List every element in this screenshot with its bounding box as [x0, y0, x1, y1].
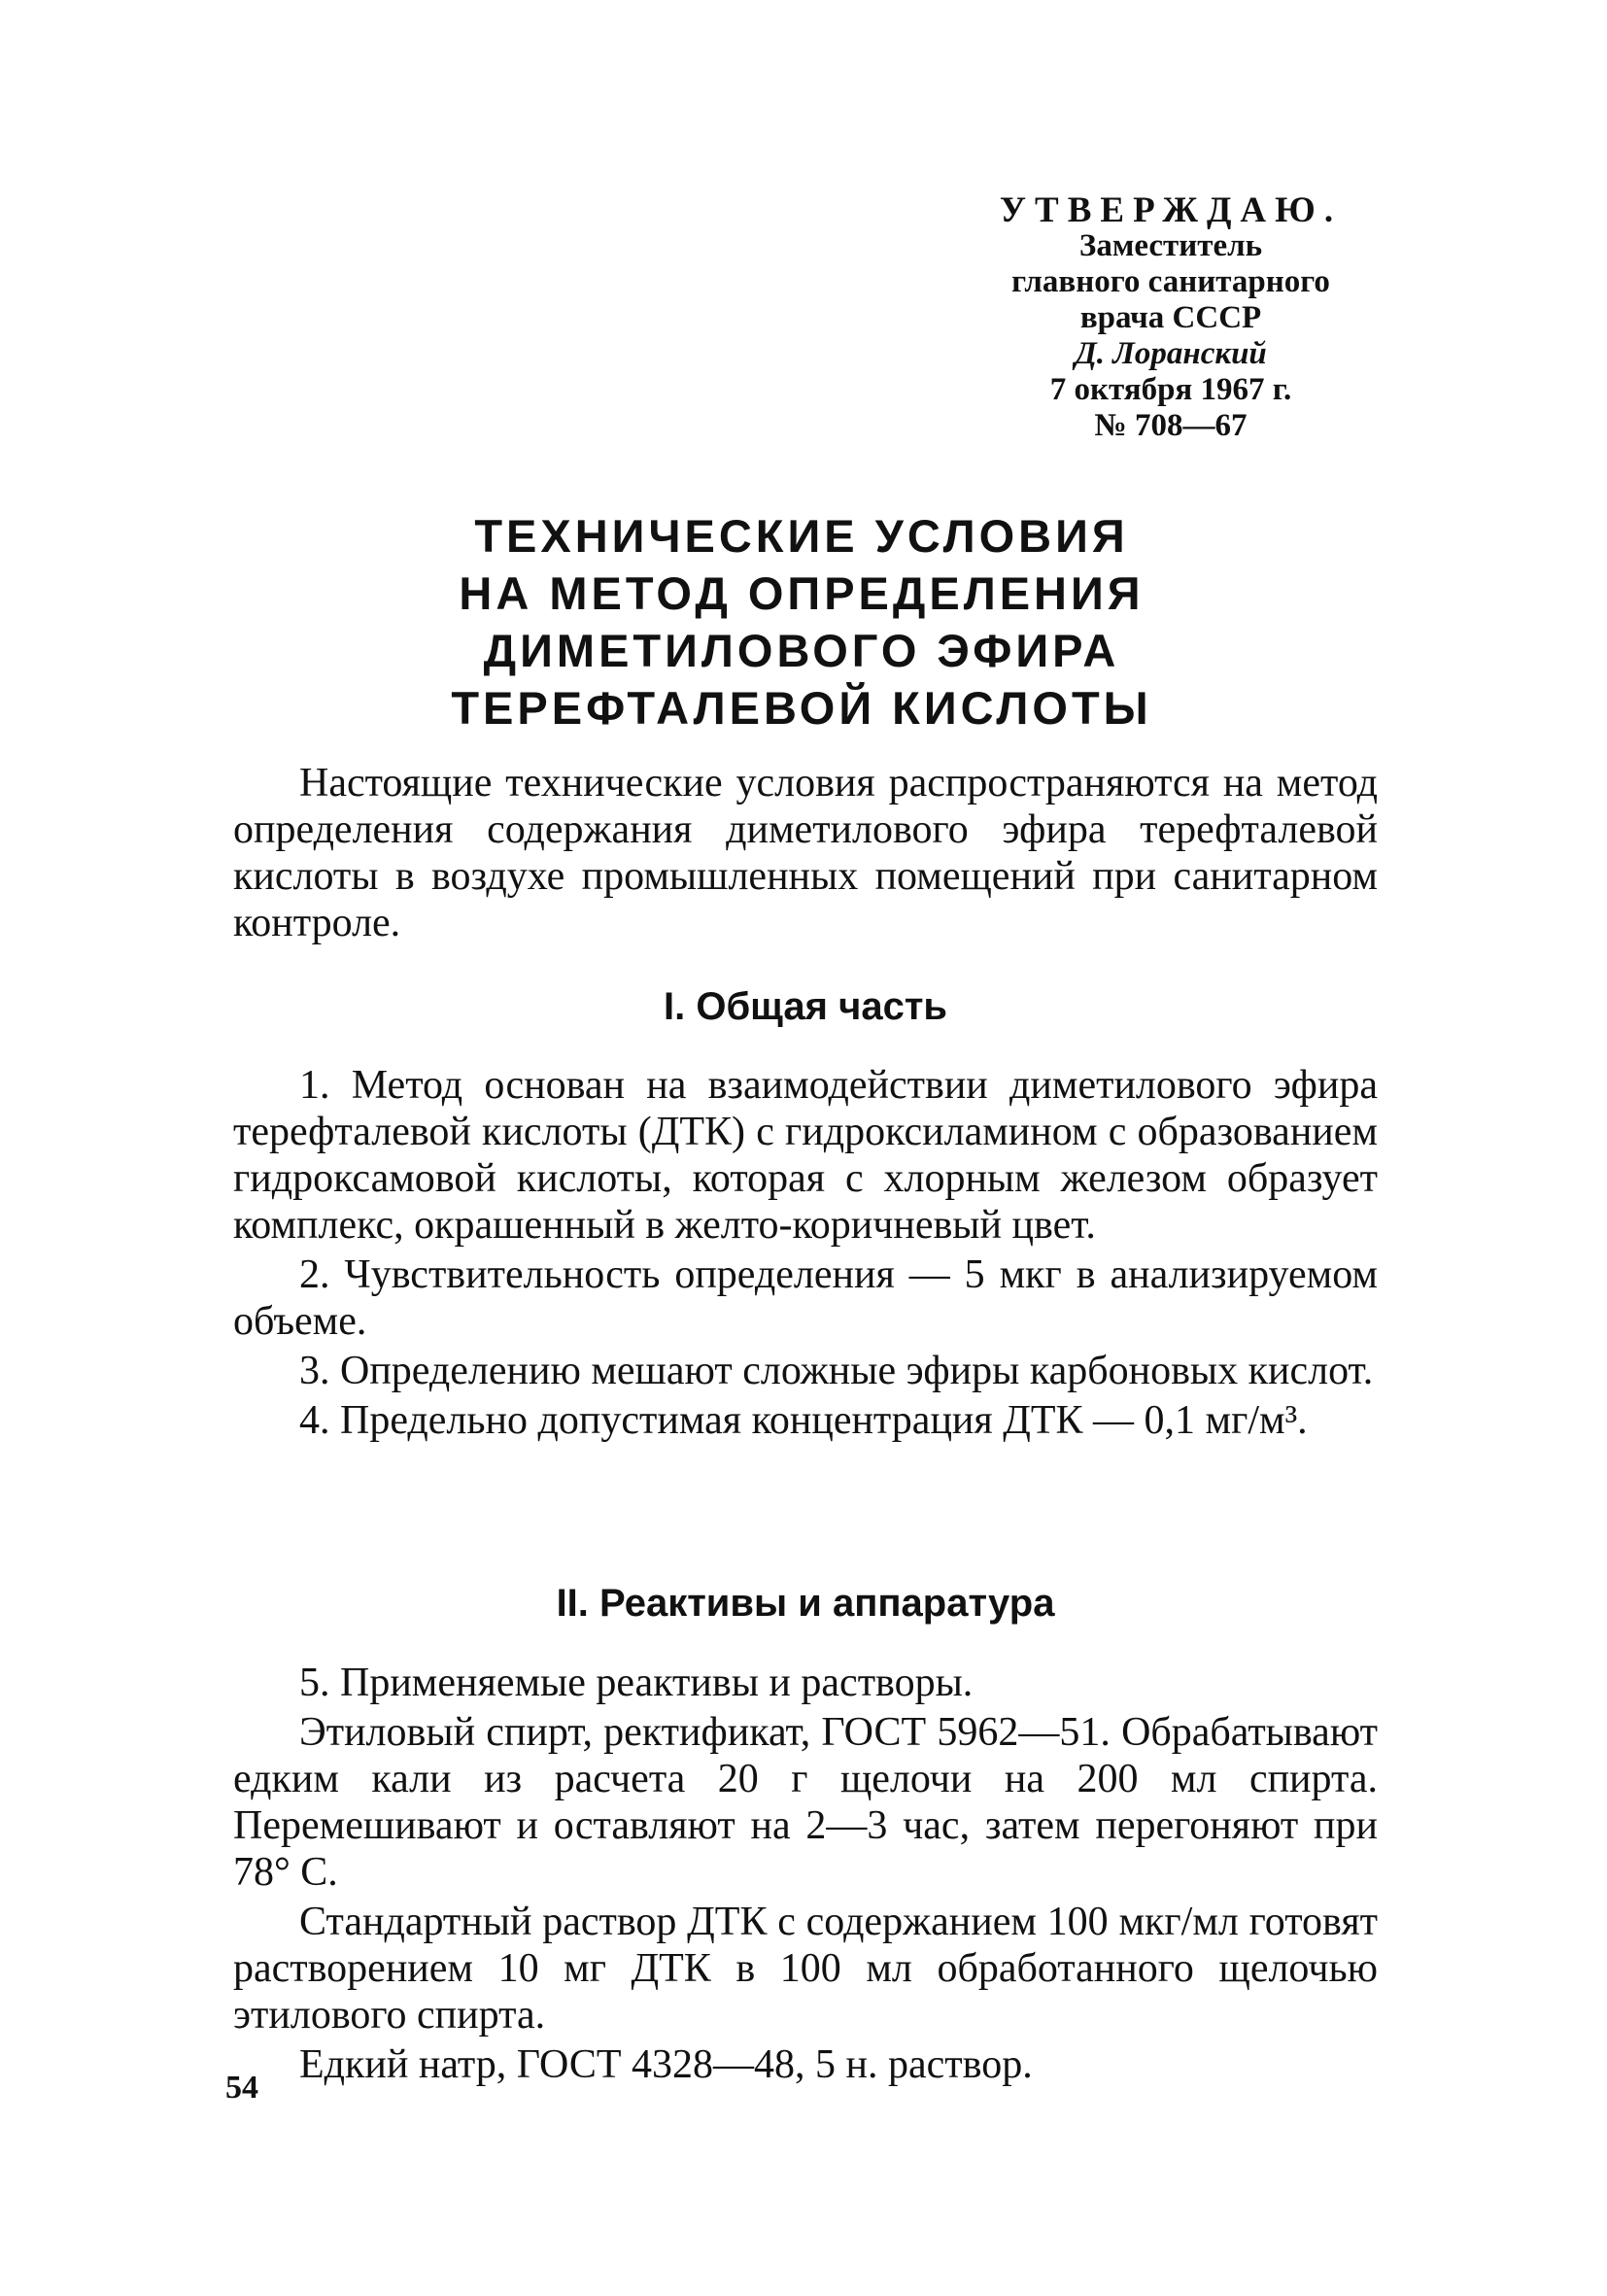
- approval-heading: УТВЕРЖДАЮ.: [999, 190, 1343, 230]
- paragraph: Едкий натр, ГОСТ 4328—48, 5 н. раствор.: [299, 2042, 1033, 2087]
- section-reagents-body: [233, 1660, 1378, 2091]
- section-general-body: [233, 1062, 1378, 1447]
- document-title: [233, 507, 1370, 737]
- title-line: НА МЕТОД ОПРЕДЕЛЕНИЯ: [459, 567, 1145, 619]
- title-line: ТЕХНИЧЕСКИЕ УСЛОВИЯ: [474, 510, 1129, 562]
- title-line: ДИМЕТИЛОВОГО ЭФИРА: [483, 625, 1120, 676]
- paragraph: Этиловый спирт, ректификат, ГОСТ 5962—51. Обрабатывают едким кали из расчета 20 г щелочи на 200 мл спирта. Перемешивают и оставляют на 2—3 час, затем перегоняют при 78° С.: [233, 1710, 1378, 1895]
- approval-block: [967, 192, 1375, 444]
- intro-section: [233, 760, 1378, 946]
- paragraph: 4. Предельно допустимая концентрация ДТК — 0,1 мг/м³.: [299, 1398, 1308, 1443]
- paragraph: 5. Применяемые реактивы и растворы.: [299, 1661, 974, 1705]
- paragraph: 2. Чувствительность определения — 5 мкг в анализируемом объеме.: [233, 1252, 1378, 1344]
- approval-line: врача СССР: [1079, 300, 1262, 335]
- approval-signer: Д. Лоранский: [1075, 336, 1267, 371]
- section-heading-reagents: II. Реактивы и аппаратура: [556, 1582, 1055, 1625]
- paragraph: 1. Метод основан на взаимодействии диметилового эфира терефталевой кислоты (ДТК) с гидроксиламином с образованием гидроксамовой кислоты, которая с хлорным железом образует комплекс, окрашенный в желто-коричневый цвет.: [233, 1063, 1378, 1248]
- approval-line: главного санитарного: [1011, 264, 1330, 299]
- approval-number: № 708—67: [1094, 408, 1248, 443]
- paragraph: Стандартный раствор ДТК с содержанием 100 мкг/мл готовят растворением 10 мг ДТК в 100 мл обработанного щелочью этилового спирта.: [233, 1900, 1378, 2038]
- approval-line: Заместитель: [1078, 228, 1263, 263]
- approval-date: 7 октября 1967 г.: [1049, 372, 1292, 407]
- intro-paragraph: Настоящие технические условия распространяются на метод определения содержания диметилового эфира терефталевой кислоты в воздухе промышленных помещений при санитарном контроле.: [233, 761, 1378, 945]
- section-heading-general: I. Общая часть: [664, 985, 947, 1028]
- title-line: ТЕРЕФТАЛЕВОЙ КИСЛОТЫ: [451, 682, 1152, 734]
- page-number: 54: [225, 2070, 258, 2106]
- paragraph: 3. Определению мешают сложные эфиры карбоновых кислот.: [299, 1349, 1374, 1393]
